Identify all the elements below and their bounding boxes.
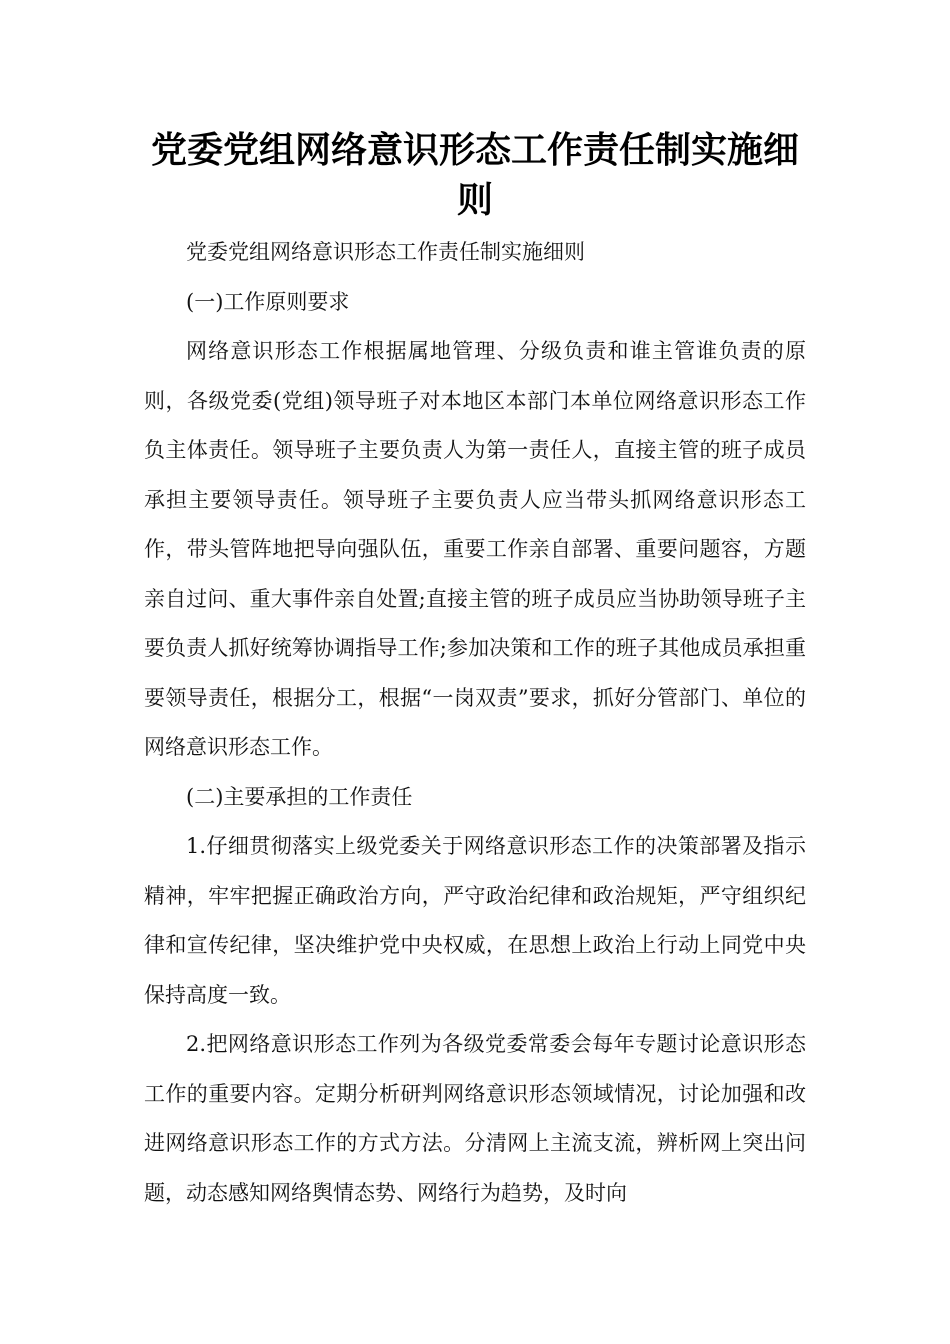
- document-title: 党委党组网络意识形态工作责任制实施细则: [150, 130, 799, 221]
- document-body: [144, 228, 806, 1218]
- paragraph-subtitle: 党委党组网络意识形态工作责任制实施细则: [186, 240, 585, 264]
- paragraph-item-2: 2.把网络意识形态工作列为各级党委常委会每年专题讨论意识形态工作的重要内容。定期分析研判网络意识形态领域情况，讨论加强和改进网络意识形态工作的方式方法。分清网上主流支流，辨析网上突出问题，动态感知网络舆情态势、网络行为趋势，及时向: [144, 1032, 806, 1205]
- paragraph-item-1: 1.仔细贯彻落实上级党委关于网络意识形态工作的决策部署及指示精神，牢牢把握正确政治方向，严守政治纪律和政治规矩，严守组织纪律和宣传纪律，坚决维护党中央权威，在思想上政治上行动上同党中央保持高度一致。: [144, 834, 806, 1007]
- paragraph-principles: 网络意识形态工作根据属地管理、分级负责和谁主管谁负责的原则，各级党委(党组)领导班子对本地区本部门本单位网络意识形态工作负主体责任。领导班子主要负责人为第一责任人，直接主管的班子成员承担主要领导责任。领导班子主要负责人应当带头抓网络意识形态工作，带头管阵地把导向强队伍，重要工作亲自部署、重要问题容，方题亲自过问、重大事件亲自处置;直接主管的班子成员应当协助领导班子主要负责人抓好统筹协调指导工作;参加决策和工作的班子其他成员承担重要领导责任，根据分工，根据“一岗双责”要求，抓好分管部门、单位的网络意识形态工作。: [144, 339, 806, 759]
- section-heading-responsibilities: (二)主要承担的工作责任: [186, 784, 413, 809]
- section-heading-principles: (一)工作原则要求: [186, 289, 350, 314]
